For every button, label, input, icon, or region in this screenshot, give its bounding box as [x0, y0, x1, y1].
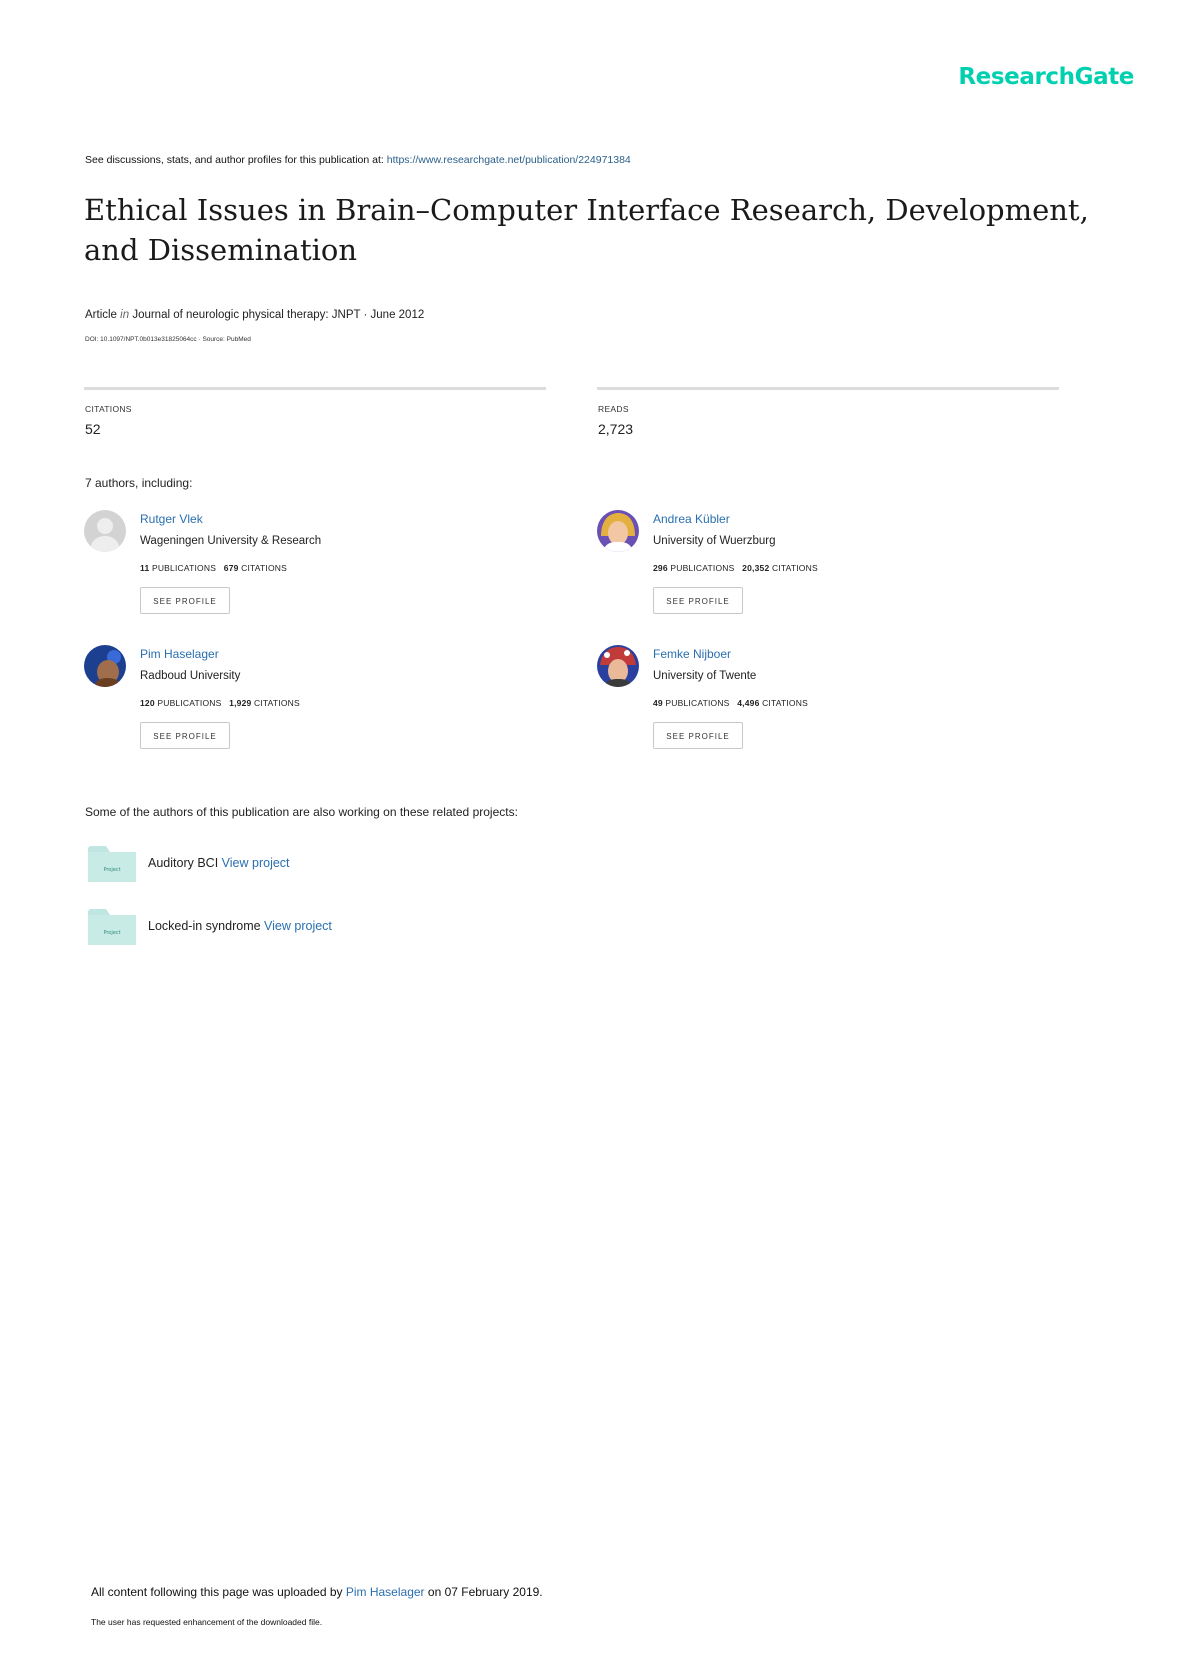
author-card — [84, 510, 524, 620]
author-card — [597, 510, 1037, 620]
citations-label: CITATIONS — [771, 563, 818, 573]
authors-heading: 7 authors, including: — [85, 476, 193, 490]
publications-label: PUBLICATIONS — [670, 563, 735, 573]
see-profile-button[interactable]: SEE PROFILE — [140, 587, 230, 614]
folder-label: Project — [103, 867, 121, 873]
article-meta — [85, 309, 424, 321]
publications-label: PUBLICATIONS — [157, 698, 222, 708]
author-name[interactable]: Pim Haselager — [140, 647, 219, 661]
researchgate-logo: ResearchGate — [958, 64, 1134, 90]
author-institution: University of Twente — [653, 670, 757, 682]
folder-icon — [88, 907, 136, 945]
publications-count: 11 — [140, 563, 150, 573]
author-institution: Radboud University — [140, 670, 241, 682]
see-discussions-text: See discussions, stats, and author profiles for this publication at: — [85, 154, 384, 166]
author-name[interactable]: Femke Nijboer — [653, 647, 732, 661]
in-label: in — [120, 309, 130, 321]
upload-date: on 07 February 2019. — [427, 1585, 543, 1599]
upload-footer — [91, 1585, 543, 1599]
author-photo-icon[interactable] — [597, 510, 639, 552]
view-project-link[interactable]: View project — [221, 856, 290, 870]
citations-label: CITATIONS — [762, 698, 808, 708]
citations-count: 20,352 — [742, 563, 770, 573]
citations-label: CITATIONS — [241, 563, 287, 573]
see-profile-button[interactable]: SEE PROFILE — [653, 722, 743, 749]
project-text — [148, 919, 332, 933]
author-stats — [140, 563, 287, 573]
publications-count: 120 — [140, 698, 155, 708]
publications-label: PUBLICATIONS — [665, 698, 730, 708]
author-stats — [653, 563, 818, 573]
publication-link[interactable]: https://www.researchgate.net/publication/224971384 — [386, 154, 631, 166]
related-projects-heading: Some of the authors of this publication are also working on these related projects: — [85, 805, 518, 819]
publication-url-line — [85, 154, 631, 166]
folder-icon — [88, 844, 136, 882]
view-project-link[interactable]: View project — [264, 919, 332, 933]
reads-divider — [597, 387, 1059, 390]
author-stats — [653, 698, 808, 708]
citations-count: 52 — [85, 421, 101, 437]
publications-count: 49 — [653, 698, 663, 708]
page-title: Ethical Issues in Brain–Computer Interface Research, Development, and Dissemination — [84, 193, 1089, 267]
project-text — [148, 856, 290, 870]
enhancement-note: The user has requested enhancement of the downloaded file. — [91, 1617, 323, 1627]
citations-count: 1,929 — [229, 698, 252, 708]
author-stats — [140, 698, 300, 708]
author-institution: University of Wuerzburg — [653, 535, 776, 547]
folder-label: Project — [103, 930, 121, 936]
uploader-link[interactable]: Pim Haselager — [345, 1585, 425, 1599]
author-institution: Wageningen University & Research — [140, 535, 322, 547]
citations-label: CITATIONS — [85, 404, 132, 414]
author-card — [84, 645, 524, 755]
journal-info: Journal of neurologic physical therapy: JNPT · June 2012 — [132, 309, 425, 321]
see-profile-button[interactable]: SEE PROFILE — [140, 722, 230, 749]
doi-source: DOI: 10.1097/NPT.0b013e31825064cc · Source: PubMed — [85, 336, 251, 343]
article-type: Article — [85, 309, 117, 321]
citations-count: 4,496 — [737, 698, 760, 708]
project-name: Auditory BCI — [148, 856, 219, 870]
see-profile-button[interactable]: SEE PROFILE — [653, 587, 743, 614]
citations-label: CITATIONS — [254, 698, 300, 708]
citations-divider — [84, 387, 546, 390]
publications-label: PUBLICATIONS — [151, 563, 217, 573]
default-user-avatar-icon[interactable] — [84, 510, 126, 552]
project-item — [88, 907, 488, 947]
project-item — [88, 844, 488, 884]
reads-label: READS — [598, 404, 629, 414]
author-photo-icon[interactable] — [597, 645, 639, 687]
author-photo-icon[interactable] — [84, 645, 126, 687]
upload-prefix: All content following this page was uploaded by — [91, 1585, 343, 1599]
publications-count: 296 — [653, 563, 668, 573]
reads-count: 2,723 — [598, 421, 634, 437]
citations-count: 679 — [223, 563, 239, 573]
project-name: Locked-in syndrome — [148, 919, 261, 933]
author-card — [597, 645, 1037, 755]
author-name[interactable]: Rutger Vlek — [140, 512, 203, 526]
author-name[interactable]: Andrea Kübler — [653, 512, 730, 526]
